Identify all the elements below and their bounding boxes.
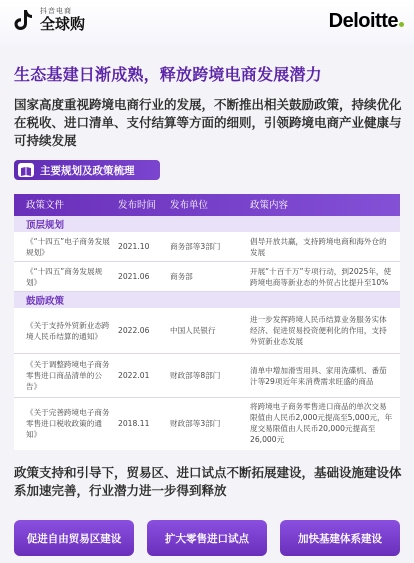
table-row [14, 398, 400, 448]
section-label [14, 160, 160, 180]
row-content: 进一步发挥跨境人民币结算业务服务实体经济、促进贸易投资便利化的作用，支持外贸新业态发展 [250, 315, 387, 346]
free-trade-zone-button[interactable]: 促进自由贸易区建设 [14, 520, 134, 556]
header [0, 0, 414, 44]
header-date: 发布时间 [118, 199, 157, 211]
row-org: 商务部 [170, 272, 193, 281]
row-org: 财政部等8部门 [170, 371, 221, 380]
policy-table [14, 194, 400, 450]
row-date: 2021.06 [118, 272, 150, 281]
row-doc: 《“十四五”商务发展规划》 [26, 266, 103, 287]
brand-subtitle: 抖音电商 [40, 7, 72, 15]
book-icon [18, 163, 34, 177]
table-row [14, 308, 400, 354]
row-date: 2021.10 [118, 242, 150, 251]
row-content: 将跨境电子商务零售进口商品的单次交易限值由人民币2,000元提高至5,000元，年度交易限值由人民币20,000元提高至26,000元 [250, 402, 393, 444]
header-org: 发布单位 [170, 199, 209, 211]
deloitte-dot-icon [399, 22, 404, 27]
intro-paragraph: 国家高度重视跨境电商行业的发展，不断推出相关鼓励政策，持续优化在税收、进口清单、支付结算等方面的细则，引领跨境电商产业健康与可持续发展 [14, 97, 402, 148]
row-date: 2022.01 [118, 371, 150, 380]
header-content: 政策内容 [250, 199, 289, 211]
row-org: 财政部等3部门 [170, 418, 221, 428]
page-title: 生态基建日渐成熟，释放跨境电商发展潜力 [14, 65, 322, 84]
row-content: 倡导开放共赢，支持跨境电商和海外仓的发展 [250, 236, 387, 257]
table-row [14, 354, 400, 398]
brand-logo[interactable] [12, 8, 85, 32]
category-top-level: 顶层规划 [14, 216, 400, 232]
row-content: 清单中增加滑雪用具、家用洗碟机、番茄汁等29项近年来消费需求旺盛的商品 [250, 365, 387, 386]
header-doc: 政策文件 [26, 199, 65, 211]
row-doc: 《关于完善跨境电子商务零售进口税收政策的通知》 [26, 407, 110, 439]
row-date: 2018.11 [118, 418, 150, 428]
table-row [14, 232, 400, 262]
tiktok-icon [12, 8, 34, 32]
row-content: 开展“十百千万”专项行动，到2025年，使跨境电商等新业态的外贸占比提升至10% [250, 266, 392, 287]
brand-name: 全球购 [40, 15, 86, 33]
section-label-text: 主要规划及政策梳理 [40, 164, 135, 177]
row-doc: 《关于支持外贸新业态跨境人民币结算的通知》 [26, 320, 110, 341]
infrastructure-button[interactable]: 加快基建体系建设 [280, 520, 400, 556]
table-header [14, 194, 400, 216]
row-doc: 《关于调整跨境电子商务零售进口商品清单的公告》 [26, 360, 110, 391]
deloitte-wordmark: Deloitte [328, 10, 398, 32]
summary-paragraph: 政策支持和引导下，贸易区、进口试点不断拓展建设，基础设施建设体系加速完善，行业潜力进一步得到释放 [14, 465, 402, 498]
deloitte-logo[interactable] [329, 10, 404, 33]
row-org: 中国人民银行 [170, 326, 216, 335]
row-doc: 《“十四五”电子商务发展规划》 [26, 236, 110, 257]
row-org: 商务部等3部门 [170, 242, 221, 251]
category-encouragement: 鼓励政策 [14, 292, 400, 308]
table-row [14, 262, 400, 292]
row-date: 2022.06 [118, 326, 150, 335]
retail-import-pilot-button[interactable]: 扩大零售进口试点 [147, 520, 267, 556]
